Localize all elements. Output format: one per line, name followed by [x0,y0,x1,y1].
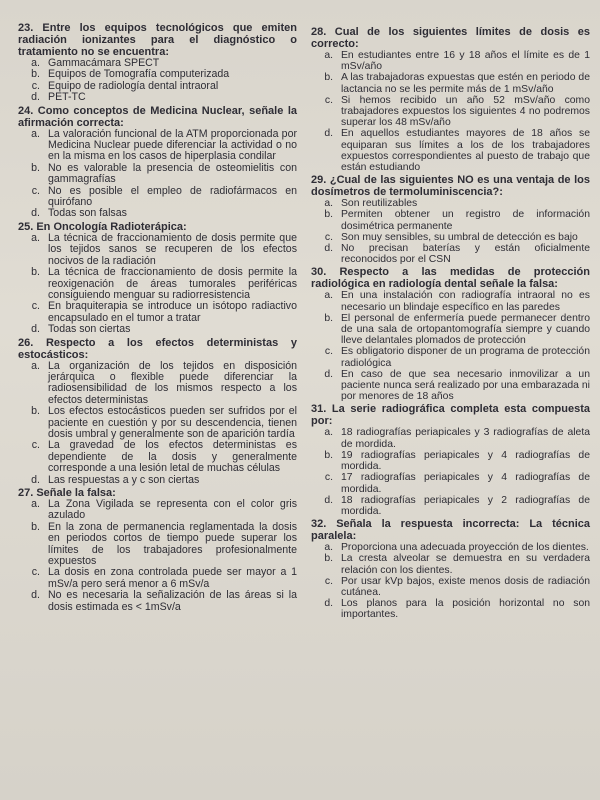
answer-option [311,72,590,94]
option-letter: c. [324,346,333,358]
option-letter: c. [31,184,40,197]
answer-option [18,129,297,163]
option-letter: c. [324,575,333,587]
answer-options [18,58,297,104]
option-text: En braquiterapia se introduce un isótopo radiactivo encapsulado en el tumor a tratar [48,300,297,324]
option-text: En la zona de permanencia reglamentada la dosis en periodos cortos de tiempo puede superar los límites de los trabajadores profesionalmente expuestos [48,520,297,568]
option-letter: d. [31,207,40,220]
answer-option [18,406,297,440]
option-text: El personal de enfermería puede permanecer dentro de una sala de ortopantomografía siempre y cuando lleve delantales plomados de protección [341,312,590,347]
option-text: A las trabajadoras expuestas que estén en periodo de lactancia no se les permite más de 1 mSv/año [341,72,590,95]
option-text: Es obligatorio disponer de un programa de protección radiológica [341,346,590,369]
option-text: Los planos para la posición horizontal no son importantes. [341,598,590,621]
option-text: PET-TC [48,91,86,104]
option-text: Las respuestas a y c son ciertas [48,473,200,486]
answer-options [311,290,590,402]
option-text: 18 radiografías periapicales y 2 radiografías de mordida. [341,494,590,517]
option-letter: a. [31,57,40,69]
option-letter: d. [31,589,40,602]
answer-options [311,50,590,173]
question-block [311,26,590,173]
option-letter: c. [31,300,40,313]
answer-options [311,198,590,265]
option-letter: a. [324,542,333,554]
question-block [18,221,297,336]
option-text: No es necesaria la señalización de las áreas si la dosis estimada es < 1mSv/a [48,589,297,613]
option-letter: b. [324,553,333,565]
answer-option [18,163,297,186]
option-letter: d. [31,91,40,104]
answer-option [311,369,590,403]
option-text: La cresta alveolar se demuestra en su verdadera relación con los dientes. [341,553,590,576]
option-text: Los efectos estocásticos pueden ser sufridos por el paciente en cuestión y por su descendencia, tienen dosis umbral y generalmente son de aparición tardía [48,405,297,440]
question-block [311,518,590,620]
answer-option [18,440,297,474]
option-text: 17 radiografías periapicales y 4 radiografías de mordida. [341,472,590,495]
right-column [311,8,590,800]
answer-option [311,553,590,575]
option-letter: a. [324,290,333,302]
answer-option [18,475,297,486]
answer-option [18,361,297,407]
question-title: 25. En Oncología Radioterápica: [18,220,187,233]
answer-option [311,95,590,129]
answer-option [311,232,590,243]
answer-options [311,427,590,517]
option-letter: d. [31,473,40,486]
question-title: 23. Entre los equipos tecnológicos que emiten radiación ionizantes para el diagnóstico o tratamiento no se encuentra: [18,22,297,58]
option-letter: b. [31,266,40,279]
option-text: Permiten obtener un registro de información dosimétrica permanente [341,209,590,232]
answer-option [311,346,590,368]
answer-option [18,267,297,301]
option-letter: a. [31,359,40,372]
option-letter: c. [31,439,40,452]
option-text: La valoración funcional de la ATM proporcionada por Medicina Nuclear puede diferenciar la actividad o no en la misma en los casos de hiperplasia condilar [48,127,297,163]
answer-options [18,129,297,220]
option-text: La técnica de fraccionamiento de dosis permite la reoxigenación de áreas tumorales periféricas consiguiendo menguar su radiorresistencia [48,266,297,301]
question-title: 28. Cual de los siguientes límites de dosis es correcto: [311,26,590,50]
option-text: No es valorable la presencia de osteomielitis con gammagrafías [48,161,297,186]
question-block [311,266,590,402]
option-text: En aquellos estudiantes mayores de 18 años se equiparan sus límites a los de los trabajadores expuestos correspondientes al puesto de trabajo que están estudiando [341,128,590,174]
answer-option [18,233,297,267]
answer-option [311,542,590,553]
option-text: Por usar kVp bajos, existe menos dosis de radiación cutánea. [341,575,590,598]
option-letter: d. [324,128,333,140]
answer-options [18,499,297,613]
question-title: 32. Señala la respuesta incorrecta: La técnica paralela: [311,518,590,543]
option-letter: b. [324,312,333,324]
answer-option [311,243,590,265]
answer-option [311,450,590,472]
option-text: La gravedad de los efectos deterministas es dependiente de la dosis y generalmente corresponde a una lesión letal de muchas células [48,439,297,475]
question-title: 24. Como conceptos de Medicina Nuclear, señale la afirmación correcta: [18,104,297,129]
answer-option [311,472,590,494]
option-letter: b. [31,520,40,533]
option-text: Son reutilizables [341,198,418,210]
question-block [18,487,297,613]
option-text: En una instalación con radiografía intraoral no es necesario un blindaje específico en las paredes [341,290,590,313]
answer-option [311,198,590,209]
option-text: Equipo de radiología dental intraoral [48,79,219,92]
question-title: 30. Respecto a las medidas de protección radiológica en radiología dental señale la falsa: [311,266,590,291]
option-text: Todas son falsas [48,207,127,220]
option-text: No precisan baterías y están oficialmente reconocidos por el CSN [341,243,590,266]
option-text: En estudiantes entre 16 y 18 años el límite es de 1 mSv/año [341,50,590,73]
question-title: 27. Señale la falsa: [18,487,116,499]
option-letter: c. [324,94,333,106]
option-text: Proporciona una adecuada proyección de los dientes. [341,542,589,554]
option-text: Equipos de Tomografía computerizada [48,68,230,81]
option-letter: b. [31,161,40,174]
option-letter: a. [324,50,333,61]
option-text: Son muy sensibles, su umbral de detección es bajo [341,231,578,243]
option-letter: d. [324,243,333,255]
option-text: Gammacámara SPECT [48,57,160,69]
option-letter: a. [324,427,333,439]
answer-option [311,209,590,231]
option-letter: c. [324,472,333,484]
answer-option [311,313,590,347]
option-text: La organización de los tejidos en disposición jerárquica o flexible puede diferenciar la radiosensibilidad de los mismos respecto a los efectos deterministas [48,359,297,406]
answer-option [18,301,297,324]
answer-option [18,208,297,219]
option-text: Si hemos recibido un año 52 mSv/año como trabajadores expuestos los siguientes 4 no podremos superar los 48 mSv/año [341,94,590,129]
question-title: 31. La serie radiográfica completa esta compuesta por: [311,403,590,428]
answer-option [18,567,297,590]
option-text: 18 radiografías periapicales y 3 radiografías de aleta de mordida. [341,427,590,450]
answer-options [311,542,590,620]
option-letter: d. [31,323,40,336]
option-text: En caso de que sea necesario inmovilizar a un paciente nunca será realizado por una embarazada ni por menores de 18 años [341,368,590,403]
option-letter: c. [31,79,40,92]
answer-option [18,186,297,209]
option-text: Todas son ciertas [48,323,131,336]
option-letter: a. [31,498,40,510]
option-text: La técnica de fraccionamiento de dosis permite que los tejidos sanos se recuperen de los efectos nocivos de la radiación [48,231,297,267]
answer-option [18,499,297,522]
answer-options [18,361,297,486]
option-letter: d. [324,494,333,506]
option-letter: a. [31,127,40,140]
answer-option [311,50,590,72]
question-title: 29. ¿Cual de las siguientes NO es una ventaja de los dosímetros de termoluminiscencia?: [311,174,590,199]
option-letter: a. [31,231,40,244]
answer-option [311,427,590,449]
question-block [18,337,297,486]
question-block [311,403,590,517]
answer-option [18,324,297,335]
option-letter: b. [31,68,40,81]
option-text: 19 radiografías periapicales y 4 radiografías de mordida. [341,449,590,473]
question-block [311,174,590,265]
answer-option [311,495,590,517]
option-letter: c. [31,566,40,579]
question-title: 26. Respecto a los efectos deterministas y estocásticos: [18,336,297,361]
question-block [18,105,297,220]
option-letter: c. [324,231,333,243]
answer-options [18,233,297,336]
option-letter: b. [324,209,333,221]
option-text: La dosis en zona controlada puede ser mayor a 1 mSv/a pero será menor a 6 mSv/a [48,566,297,590]
question-block [18,22,297,104]
answer-option [18,590,297,613]
answer-option [18,92,297,103]
answer-option [311,290,590,312]
option-letter: d. [324,368,333,380]
left-column [18,8,297,800]
answer-option [311,128,590,173]
option-letter: b. [31,405,40,418]
option-letter: b. [324,449,333,461]
option-letter: b. [324,72,333,84]
answer-option [311,576,590,598]
option-text: No es posible el empleo de radiofármacos en quirófano [48,184,297,209]
answer-option [18,522,297,568]
option-letter: d. [324,598,333,610]
answer-option [311,598,590,620]
option-text: La Zona Vigilada se representa con el color gris azulado [48,498,297,522]
option-letter: a. [324,198,333,210]
